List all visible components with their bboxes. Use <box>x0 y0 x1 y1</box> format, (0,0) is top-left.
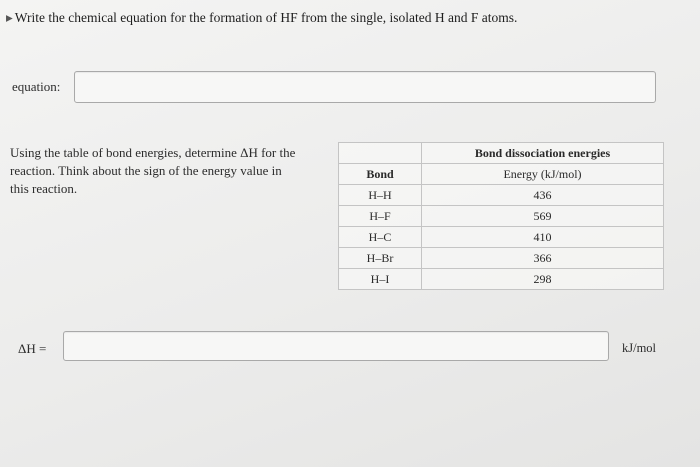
delta-h-label: ΔH = <box>18 341 47 356</box>
energy-cell: 410 <box>422 227 664 248</box>
bullet-icon: ▸ <box>6 10 13 25</box>
column-header-energy: Energy (kJ/mol) <box>422 164 664 185</box>
energy-cell: 366 <box>422 248 664 269</box>
table-title: Bond dissociation energies <box>422 143 664 164</box>
table-row <box>339 227 664 248</box>
instructions-line-1: Using the table of bond energies, determine ΔH for the <box>10 145 296 160</box>
table-row <box>339 248 664 269</box>
equation-input[interactable] <box>74 71 656 103</box>
energy-cell: 298 <box>422 269 664 290</box>
delta-h-input[interactable] <box>63 331 609 361</box>
question-text: Write the chemical equation for the formation of HF from the single, isolated H and F atoms. <box>14 10 518 25</box>
bond-cell: H–H <box>339 185 422 206</box>
column-header-bond: Bond <box>339 164 422 185</box>
bond-cell: H–I <box>339 269 422 290</box>
table-row <box>339 185 664 206</box>
table-corner-cell <box>339 143 422 164</box>
bond-cell: H–F <box>339 206 422 227</box>
table-header-row <box>339 164 664 185</box>
equation-label: equation: <box>12 79 61 94</box>
table-row <box>339 269 664 290</box>
bond-cell: H–C <box>339 227 422 248</box>
question-title <box>6 10 517 26</box>
energy-cell: 436 <box>422 185 664 206</box>
instructions <box>10 144 310 198</box>
instructions-line-3: this reaction. <box>10 181 78 196</box>
delta-h-unit: kJ/mol <box>622 341 657 355</box>
instructions-line-2: reaction. Think about the sign of the energy value in <box>10 163 282 178</box>
bond-cell: H–Br <box>339 248 422 269</box>
table-row <box>339 206 664 227</box>
table-title-row <box>339 143 664 164</box>
bond-energy-table <box>338 142 664 290</box>
energy-cell: 569 <box>422 206 664 227</box>
